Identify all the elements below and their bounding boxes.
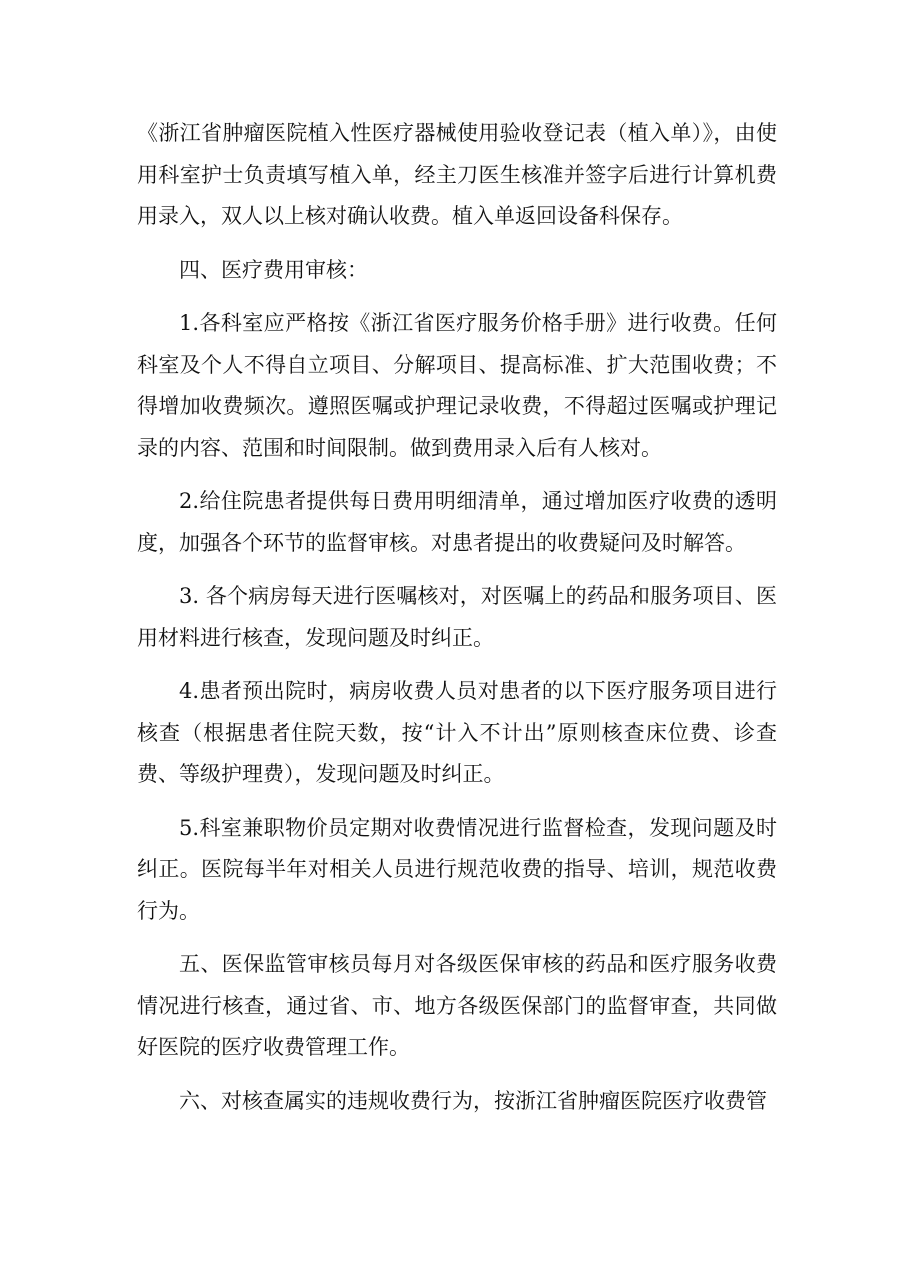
heading-medical-fee-audit: 四、医疗费用审核： bbox=[179, 257, 368, 282]
paragraph-implant-form: 《浙江省肿瘤医院植入性医疗器械使用验收登记表（植入单）》，由使用科室护士负责填写植入单，经主刀医生核准并签字后进行计算机费用录入，双人以上核对确认收费。植入单返回设备科保存。 bbox=[137, 121, 777, 228]
paragraph-item-3: 3. 各个病房每天进行医嘱核对，对医嘱上的药品和服务项目、医用材料进行核查，发现问题及时纠正。 bbox=[137, 584, 777, 650]
paragraph-item-5: 5.科室兼职物价员定期对收费情况进行监督检查，发现问题及时纠正。医院每半年对相关人员进行规范收费的指导、培训，规范收费行为。 bbox=[137, 815, 777, 923]
paragraph-item-1: 1.各科室应严格按《浙江省医疗服务价格手册》进行收费。任何科室及个人不得自立项目、分解项目、提高标准、扩大范围收费；不得增加收费频次。遵照医嘱或护理记录收费，不得超过医嘱或护理记录的内容、范围和时间限制。做到费用录入后有人核对。 bbox=[137, 311, 777, 460]
paragraph-section-5: 五、医保监管审核员每月对各级医保审核的药品和医疗服务收费情况进行核查，通过省、市、地方各级医保部门的监督审查，共同做好医院的医疗收费管理工作。 bbox=[137, 952, 777, 1059]
paragraph-item-4: 4.患者预出院时，病房收费人员对患者的以下医疗服务项目进行核查（根据患者住院天数，按“计入不计出”原则核查床位费、诊查费、等级护理费），发现问题及时纠正。 bbox=[137, 679, 777, 786]
document-body bbox=[137, 113, 777, 1134]
paragraph-section-6: 六、对核查属实的违规收费行为，按浙江省肿瘤医院医疗收费管 bbox=[179, 1088, 767, 1113]
paragraph-item-2: 2.给住院患者提供每日费用明细清单，通过增加医疗收费的透明度，加强各个环节的监督审核。对患者提出的收费疑问及时解答。 bbox=[137, 489, 777, 555]
